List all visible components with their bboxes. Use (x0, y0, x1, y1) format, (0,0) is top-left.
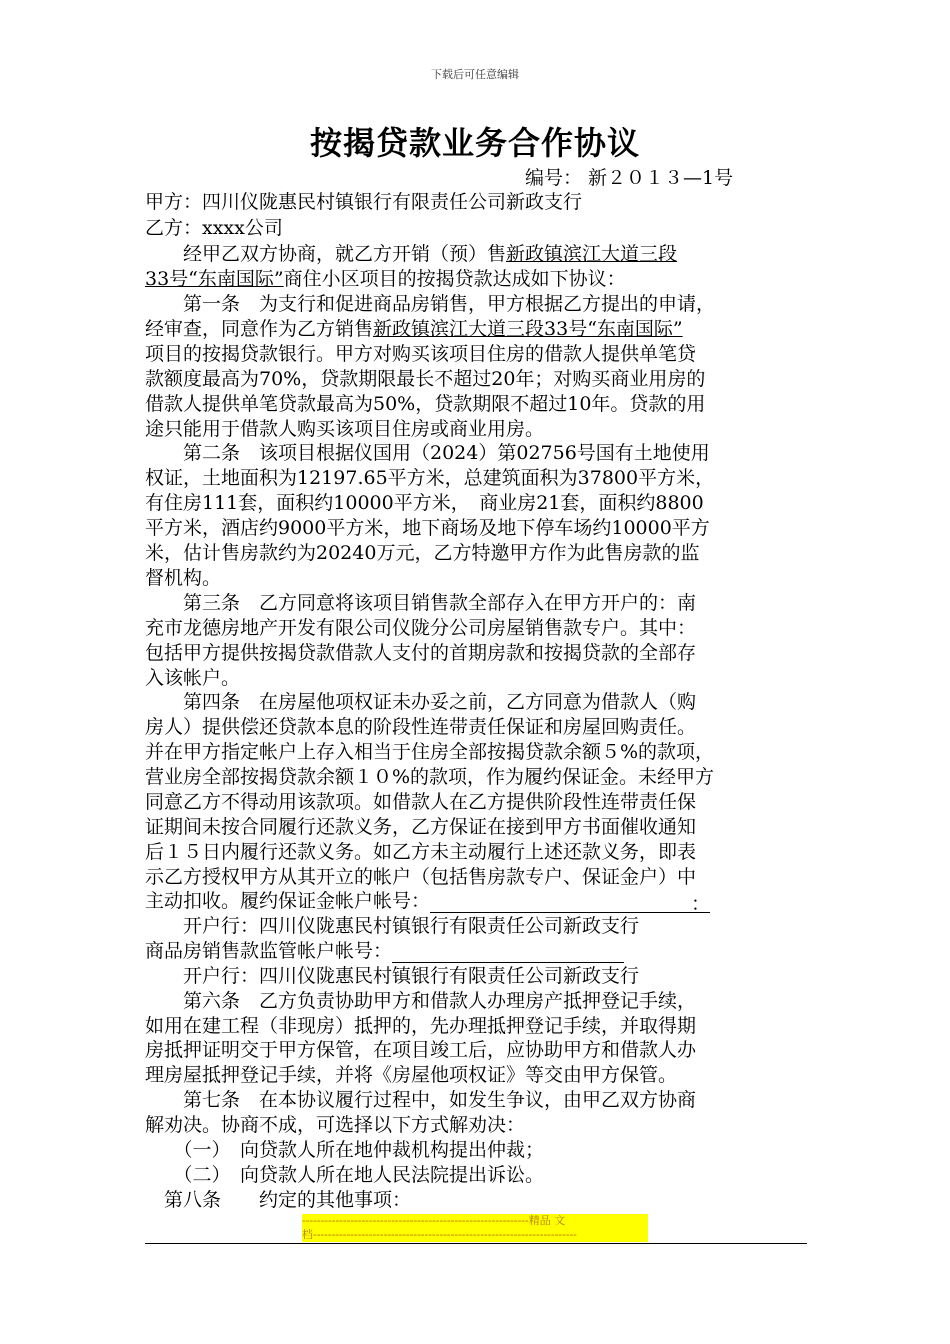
guarantee-account-colon: ： (691, 893, 711, 915)
project-address-underlined: 新政镇滨江大道三段 (506, 243, 678, 265)
guarantee-account-blank (430, 892, 710, 913)
article-1-line-3: 项目的按揭贷款银行。甲方对购买该项目住房的借款人提供单笔贷 (145, 343, 697, 365)
article-2-line-6: 督机构。 (145, 567, 222, 589)
guarantee-account-label: 主动扣收。履约保证金帐户帐号： (145, 890, 431, 912)
article-4-line-6: 证期间未按合同履行还款义务，乙方保证在接到甲方书面催收通知 (145, 816, 697, 838)
article-4-line-1: 第四条 在房屋他项权证未办妥之前，乙方同意为借款人（购 (145, 691, 697, 713)
article-2-line-1: 第二条 该项目根据仪国用（2024）第02756号国有土地使用 (145, 442, 710, 464)
article-1-line-2 (145, 317, 810, 341)
article-3-line-2: 充市龙德房地产开发有限公司仪陇分公司房屋销售款专户。其中： (145, 617, 697, 639)
article-6-line-3: 房抵押证明交于甲方保管，在项目竣工后，应协助甲方和借款人办 (145, 1039, 697, 1061)
article-7-option-1: （一） 向贷款人所在地仲裁机构提出仲裁； (145, 1139, 545, 1161)
supervision-account-line (145, 939, 810, 963)
footer-rule (145, 1243, 807, 1244)
article-4-line-7: 后１５日内履行还款义务。如乙方未主动履行上述还款义务，即表 (145, 841, 697, 863)
article-4-line-8: 示乙方授权甲方从其开立的帐户（包括售房款专户、保证金户）中 (145, 866, 697, 888)
article-2-line-4: 平方米，酒店约9000平方米，地下商场及地下停车场约10000平方 (145, 517, 710, 539)
supervision-account-label: 商品房销售款监管帐户帐号： (145, 940, 393, 962)
intro-line-2 (145, 267, 810, 291)
guarantee-account-line (145, 889, 810, 913)
article-4-line-5: 同意乙方不得动用该款项。如借款人在乙方提供阶段性连带责任保 (145, 791, 697, 813)
footer-watermark-line-2: 档----------------------------------------------------------------------- (302, 1228, 648, 1242)
intro-line-1 (145, 242, 810, 266)
article-1-line-6: 途只能用于借款人购买该项目住房或商业用房。 (145, 418, 545, 440)
supervision-account-blank (392, 942, 624, 963)
article-4-line-2: 房人）提供偿还贷款本息的阶段性连带责任保证和房屋回购责任。 (145, 716, 697, 738)
article-3-line-3: 包括甲方提供按揭贷款借款人支付的首期房款和按揭贷款的全部存 (145, 642, 697, 664)
article-4-line-3: 并在甲方指定帐户上存入相当于住房全部按揭贷款余额５%的款项， (145, 741, 715, 763)
footer-watermark-line-1: -------------------------------------------------------------精品 文 (302, 1214, 648, 1228)
article-7-line-2: 解劝决。协商不成，可选择以下方式解劝决： (145, 1114, 526, 1136)
article-3-line-1: 第三条 乙方同意将该项目销售款全部存入在甲方开户的：南 (145, 592, 697, 614)
article-4-line-4: 营业房全部按揭贷款余额１０%的款项，作为履约保证金。未经甲方 (145, 766, 715, 788)
article-1-line-5: 借款人提供单笔贷款最高为50%，贷款期限不超过10年。贷款的用 (145, 393, 706, 415)
document-number: 编号： 新２０１３—1号 (525, 167, 734, 189)
article-6-line-2: 如用在建工程（非现房）抵押的，先办理抵押登记手续，并取得期 (145, 1015, 697, 1037)
project-address-underlined-2: 新政镇滨江大道三段33号“东南国际” (373, 318, 683, 340)
article-7-line-1: 第七条 在本协议履行过程中，如发生争议，由甲乙双方协商 (145, 1089, 697, 1111)
party-a-line: 甲方：四川仪陇惠民村镇银行有限责任公司新政支行 (145, 191, 583, 213)
article-7-option-2: （二） 向贷款人所在地人民法院提出诉讼。 (145, 1164, 545, 1186)
article-1-line-1: 第一条 为支行和促进商品房销售，甲方根据乙方提出的申请， (145, 293, 716, 315)
document-title: 按揭贷款业务合作协议 (309, 124, 640, 162)
intro-text-cont: 商住小区项目的按揭贷款达成如下协议： (283, 268, 626, 290)
article-1-line-4: 款额度最高为70%，贷款期限最长不超过20年；对购买商业用房的 (145, 368, 706, 390)
project-name-underlined: 33号“东南国际” (145, 268, 284, 290)
article-2-line-5: 米，估计售房款约为20240万元，乙方特邀甲方作为此售房款的监 (145, 542, 700, 564)
opening-bank-1: 开户行：四川仪陇惠民村镇银行有限责任公司新政支行 (145, 915, 640, 937)
article-2-line-2: 权证，土地面积为12197.65平方米，总建筑面积为37800平方米， (145, 467, 715, 489)
intro-text: 经甲乙双方协商，就乙方开销（预）售 (145, 243, 507, 265)
party-b-line: 乙方：xxxx公司 (145, 217, 283, 239)
header-note: 下载后可任意编辑 (431, 68, 519, 81)
article-6-line-4: 理房屋抵押登记手续，并将《房屋他项权证》等交由甲方保管。 (145, 1064, 678, 1086)
article-2-line-3: 有住房111套，面积约10000平方米， 商业房21套，面积约8800 (145, 492, 704, 514)
opening-bank-2: 开户行：四川仪陇惠民村镇银行有限责任公司新政支行 (145, 965, 640, 987)
article-6-line-1: 第六条 乙方负责协助甲方和借款人办理房产抵押登记手续， (145, 990, 697, 1012)
article-3-line-4: 入该帐户。 (145, 667, 241, 689)
article-8-line: 第八条 约定的其他事项： (145, 1189, 412, 1211)
article-1-text: 经审查，同意作为乙方销售 (145, 318, 374, 340)
